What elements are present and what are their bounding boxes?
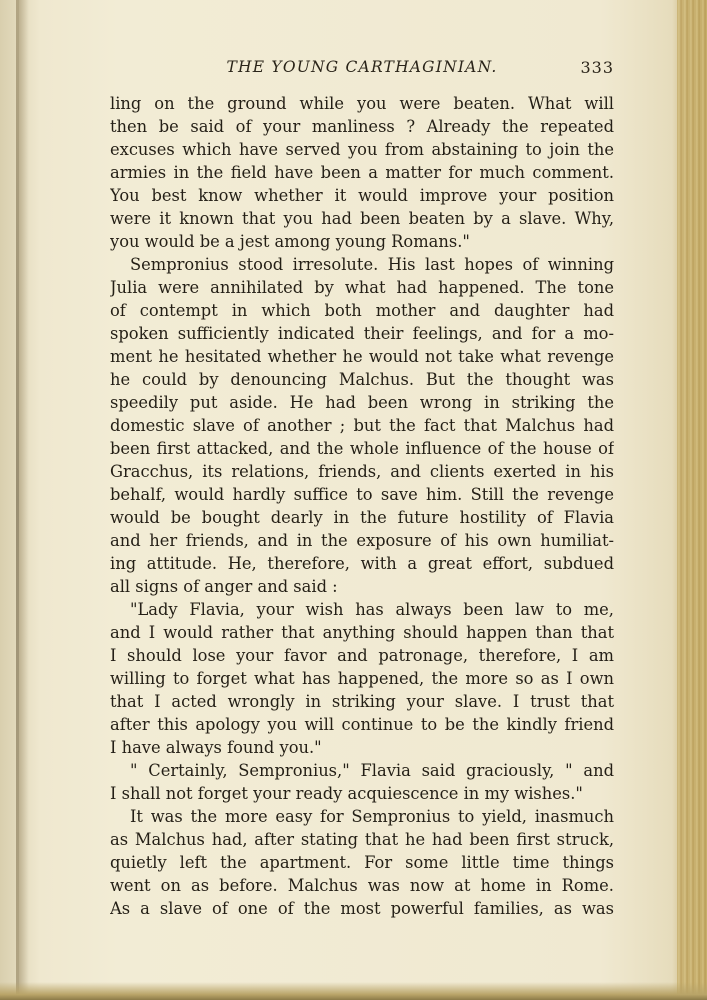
text-line: and her friends, and in the exposure of his own humiliat- <box>110 531 614 550</box>
page-edges <box>677 0 707 1000</box>
text-line: ment he hesitated whether he would not take what revenge <box>110 347 614 366</box>
text-line: ing attitude. He, therefore, with a great effort, subdued <box>110 554 614 573</box>
text-line: Sempronius stood irresolute. His last hopes of winning <box>130 255 614 274</box>
text-line: as Malchus had, after stating that he had been first struck, <box>110 830 614 849</box>
text-line: you would be a jest among young Romans." <box>110 232 470 251</box>
text-line: armies in the field have been a matter for much comment. <box>110 163 614 182</box>
page-bottom-edge <box>0 982 707 1000</box>
text-line: been first attacked, and the whole influence of the house of <box>110 439 614 458</box>
text-line: ling on the ground while you were beaten. What will <box>110 94 614 113</box>
text-line: It was the more easy for Sempronius to yield, inasmuch <box>130 807 614 826</box>
text-line: " Certainly, Sempronius," Flavia said graciously, " and <box>130 761 614 780</box>
gutter-shadow <box>19 0 29 1000</box>
text-line: all signs of anger and said : <box>110 577 338 596</box>
text-line: domestic slave of another ; but the fact that Malchus had <box>110 416 614 435</box>
text-line: were it known that you had been beaten by a slave. Why, <box>110 209 614 228</box>
running-head: THE YOUNG CARTHAGINIAN. <box>226 58 498 76</box>
text-line: and I would rather that anything should happen than that <box>110 623 614 642</box>
text-line: "Lady Flavia, your wish has always been law to me, <box>130 600 614 619</box>
text-line: I have always found you." <box>110 738 322 757</box>
text-line: would be bought dearly in the future hostility of Flavia <box>110 508 614 527</box>
text-line: quietly left the apartment. For some little time things <box>110 853 614 872</box>
text-line: then be said of your manliness ? Already the repeated <box>110 117 614 136</box>
text-line: speedily put aside. He had been wrong in striking the <box>110 393 614 412</box>
text-line: spoken sufficiently indicated their feelings, and for a mo- <box>110 324 614 343</box>
text-line: Julia were annihilated by what had happened. The tone <box>110 278 614 297</box>
text-line: behalf, would hardly suffice to save him. Still the revenge <box>110 485 614 504</box>
page-header <box>110 58 614 82</box>
text-line: As a slave of one of the most powerful families, as was <box>110 899 614 918</box>
text-line: of contempt in which both mother and daughter had <box>110 301 614 320</box>
text-line: Gracchus, its relations, friends, and clients exerted in his <box>110 462 614 481</box>
text-line: I should lose your favor and patronage, therefore, I am <box>110 646 614 665</box>
body-text <box>110 92 614 920</box>
page-number: 333 <box>580 58 614 77</box>
text-line: that I acted wrongly in striking your slave. I trust that <box>110 692 614 711</box>
text-line: I shall not forget your ready acquiescence in my wishes." <box>110 784 583 803</box>
text-line: went on as before. Malchus was now at home in Rome. <box>110 876 614 895</box>
text-line: he could by denouncing Malchus. But the thought was <box>110 370 614 389</box>
text-line: after this apology you will continue to be the kindly friend <box>110 715 614 734</box>
text-line: excuses which have served you from abstaining to join the <box>110 140 614 159</box>
text-line: willing to forget what has happened, the more so as I own <box>110 669 614 688</box>
text-line: You best know whether it would improve your position <box>110 186 614 205</box>
